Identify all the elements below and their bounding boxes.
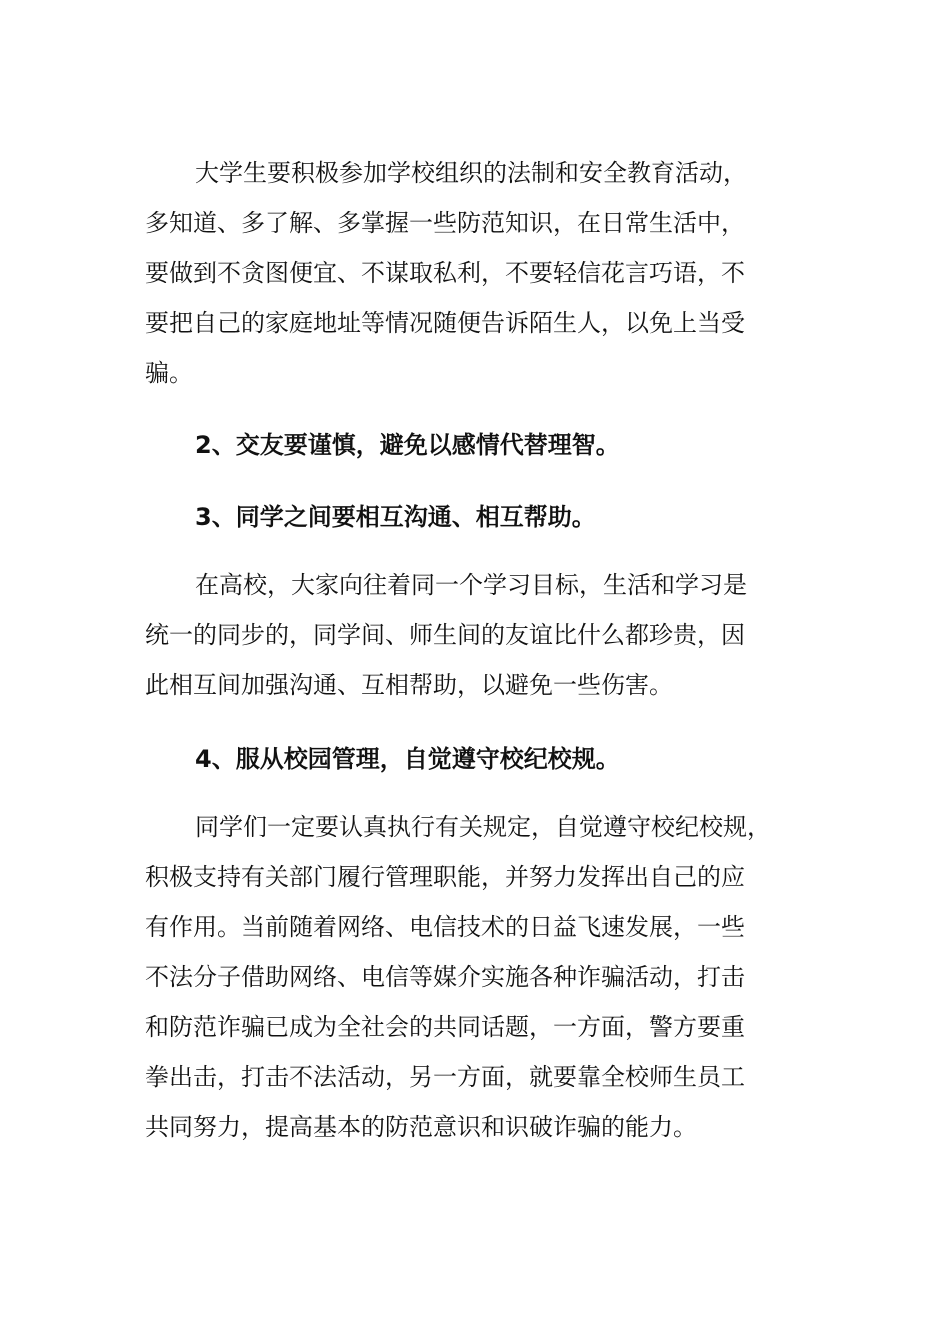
paragraph-line: 有作用。当前随着网络、电信技术的日益飞速发展，一些 [145, 913, 745, 941]
paragraph-line: 和防范诈骗已成为全社会的共同话题，一方面，警方要重 [145, 1013, 745, 1041]
paragraph-line: 骗。 [145, 359, 193, 387]
paragraph-line: 共同努力，提高基本的防范意识和识破诈骗的能力。 [145, 1113, 697, 1141]
paragraph-line: 此相互间加强沟通、互相帮助，以避免一些伤害。 [145, 671, 673, 699]
paragraph-line: 要做到不贪图便宜、不谋取私利，不要轻信花言巧语，不 [145, 259, 745, 287]
paragraph-mutual-help [145, 560, 813, 710]
paragraph-line: 不法分子借助网络、电信等媒介实施各种诈骗活动，打击 [145, 963, 745, 991]
paragraph-line: 积极支持有关部门履行管理职能，并努力发挥出自己的应 [145, 863, 745, 891]
document-body [145, 148, 813, 1152]
paragraph-line: 在高校，大家向往着同一个学习目标，生活和学习是 [195, 571, 747, 599]
section-heading-2: 2、交友要谨慎，避免以感情代替理智。 [195, 431, 620, 459]
paragraph-legal-safety-education [145, 148, 813, 398]
paragraph-line: 大学生要积极参加学校组织的法制和安全教育活动， [195, 159, 747, 187]
paragraph-line: 同学们一定要认真执行有关规定，自觉遵守校纪校规， [195, 813, 771, 841]
paragraph-line: 拳出击，打击不法活动，另一方面，就要靠全校师生员工 [145, 1063, 745, 1091]
paragraph-line: 要把自己的家庭地址等情况随便告诉陌生人，以免上当受 [145, 309, 745, 337]
paragraph-line: 统一的同步的，同学间、师生间的友谊比什么都珍贵，因 [145, 621, 745, 649]
section-heading-3: 3、同学之间要相互沟通、相互帮助。 [195, 503, 596, 531]
paragraph-campus-rules [145, 802, 813, 1152]
section-heading-4: 4、服从校园管理，自觉遵守校纪校规。 [195, 745, 620, 773]
paragraph-line: 多知道、多了解、多掌握一些防范知识，在日常生活中， [145, 209, 745, 237]
